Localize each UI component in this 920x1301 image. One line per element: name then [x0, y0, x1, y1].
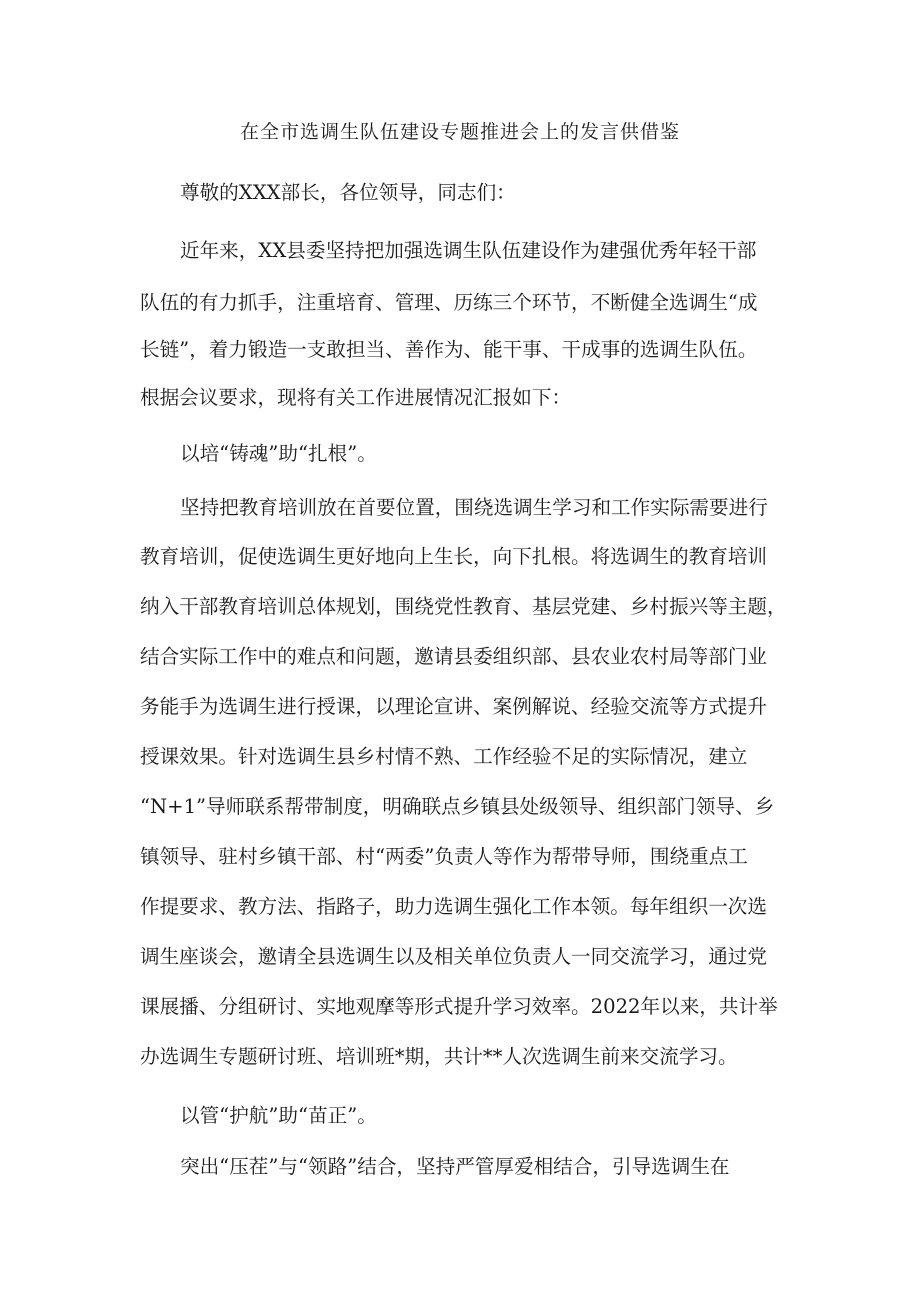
paragraph-line: 近年来，XX县委坚持把加强选调生队伍建设作为建强优秀年轻干部	[180, 239, 757, 262]
paragraph-line: 授课效果。针对选调生县乡村情不熟、工作经验不足的实际情况，建立	[140, 745, 748, 768]
paragraph-line: 长链”，着力锻造一支敢担当、善作为、能干事、干成事的选调生队伍。	[140, 338, 758, 361]
section-heading: 以管“护航”助“苗正”。	[180, 1104, 377, 1127]
paragraph-line: 调生座谈会，邀请全县选调生以及相关单位负责人一同交流学习，通过党	[140, 945, 767, 968]
paragraph-line: 队伍的有力抓手，注重培育、管理、历练三个环节，不断健全选调生“成	[140, 291, 758, 314]
paragraph-line: 课展播、分组研讨、实地观摩等形式提升学习效率。2022年以来，共计举	[140, 995, 778, 1018]
document-title: 在全市选调生队伍建设专题推进会上的发言供借鉴	[239, 121, 680, 143]
paragraph-line: 坚持把教育培训放在首要位置，围绕选调生学习和工作实际需要进行	[180, 496, 768, 519]
paragraph-line: 镇领导、驻村乡镇干部、村“两委”负责人等作为帮带导师，围绕重点工	[140, 845, 748, 868]
paragraph-line: “N+1”导师联系帮带制度，明确联点乡镇县处级领导、组织部门领导、乡	[140, 795, 775, 818]
paragraph-line: 教育培训，促使选调生更好地向上生长，向下扎根。将选调生的教育培训	[140, 545, 767, 568]
paragraph-line: 作提要求、教方法、指路子，助力选调生强化工作本领。每年组织一次选	[140, 895, 767, 918]
section-heading: 以培“铸魂”助“扎根”。	[180, 442, 377, 465]
paragraph-line: 结合实际工作中的难点和问题，邀请县委组织部、县农业农村局等部门业	[140, 645, 767, 668]
paragraph-line: 突出“压茬”与“领路”结合，坚持严管厚爱相结合，引导选调生在	[180, 1155, 730, 1178]
paragraph-line: 务能手为选调生进行授课，以理论宣讲、案例解说、经验交流等方式提升	[140, 695, 767, 718]
salutation: 尊敬的XXX部长，各位领导，同志们：	[180, 181, 516, 204]
paragraph-line: 纳入干部教育培训总体规划，围绕党性教育、基层党建、乡村振兴等主题，	[140, 595, 787, 618]
paragraph-line: 办选调生专题研讨班、培训班*期，共计**人次选调生前来交流学习。	[140, 1045, 738, 1068]
paragraph-line: 根据会议要求，现将有关工作进展情况汇报如下：	[140, 386, 572, 409]
